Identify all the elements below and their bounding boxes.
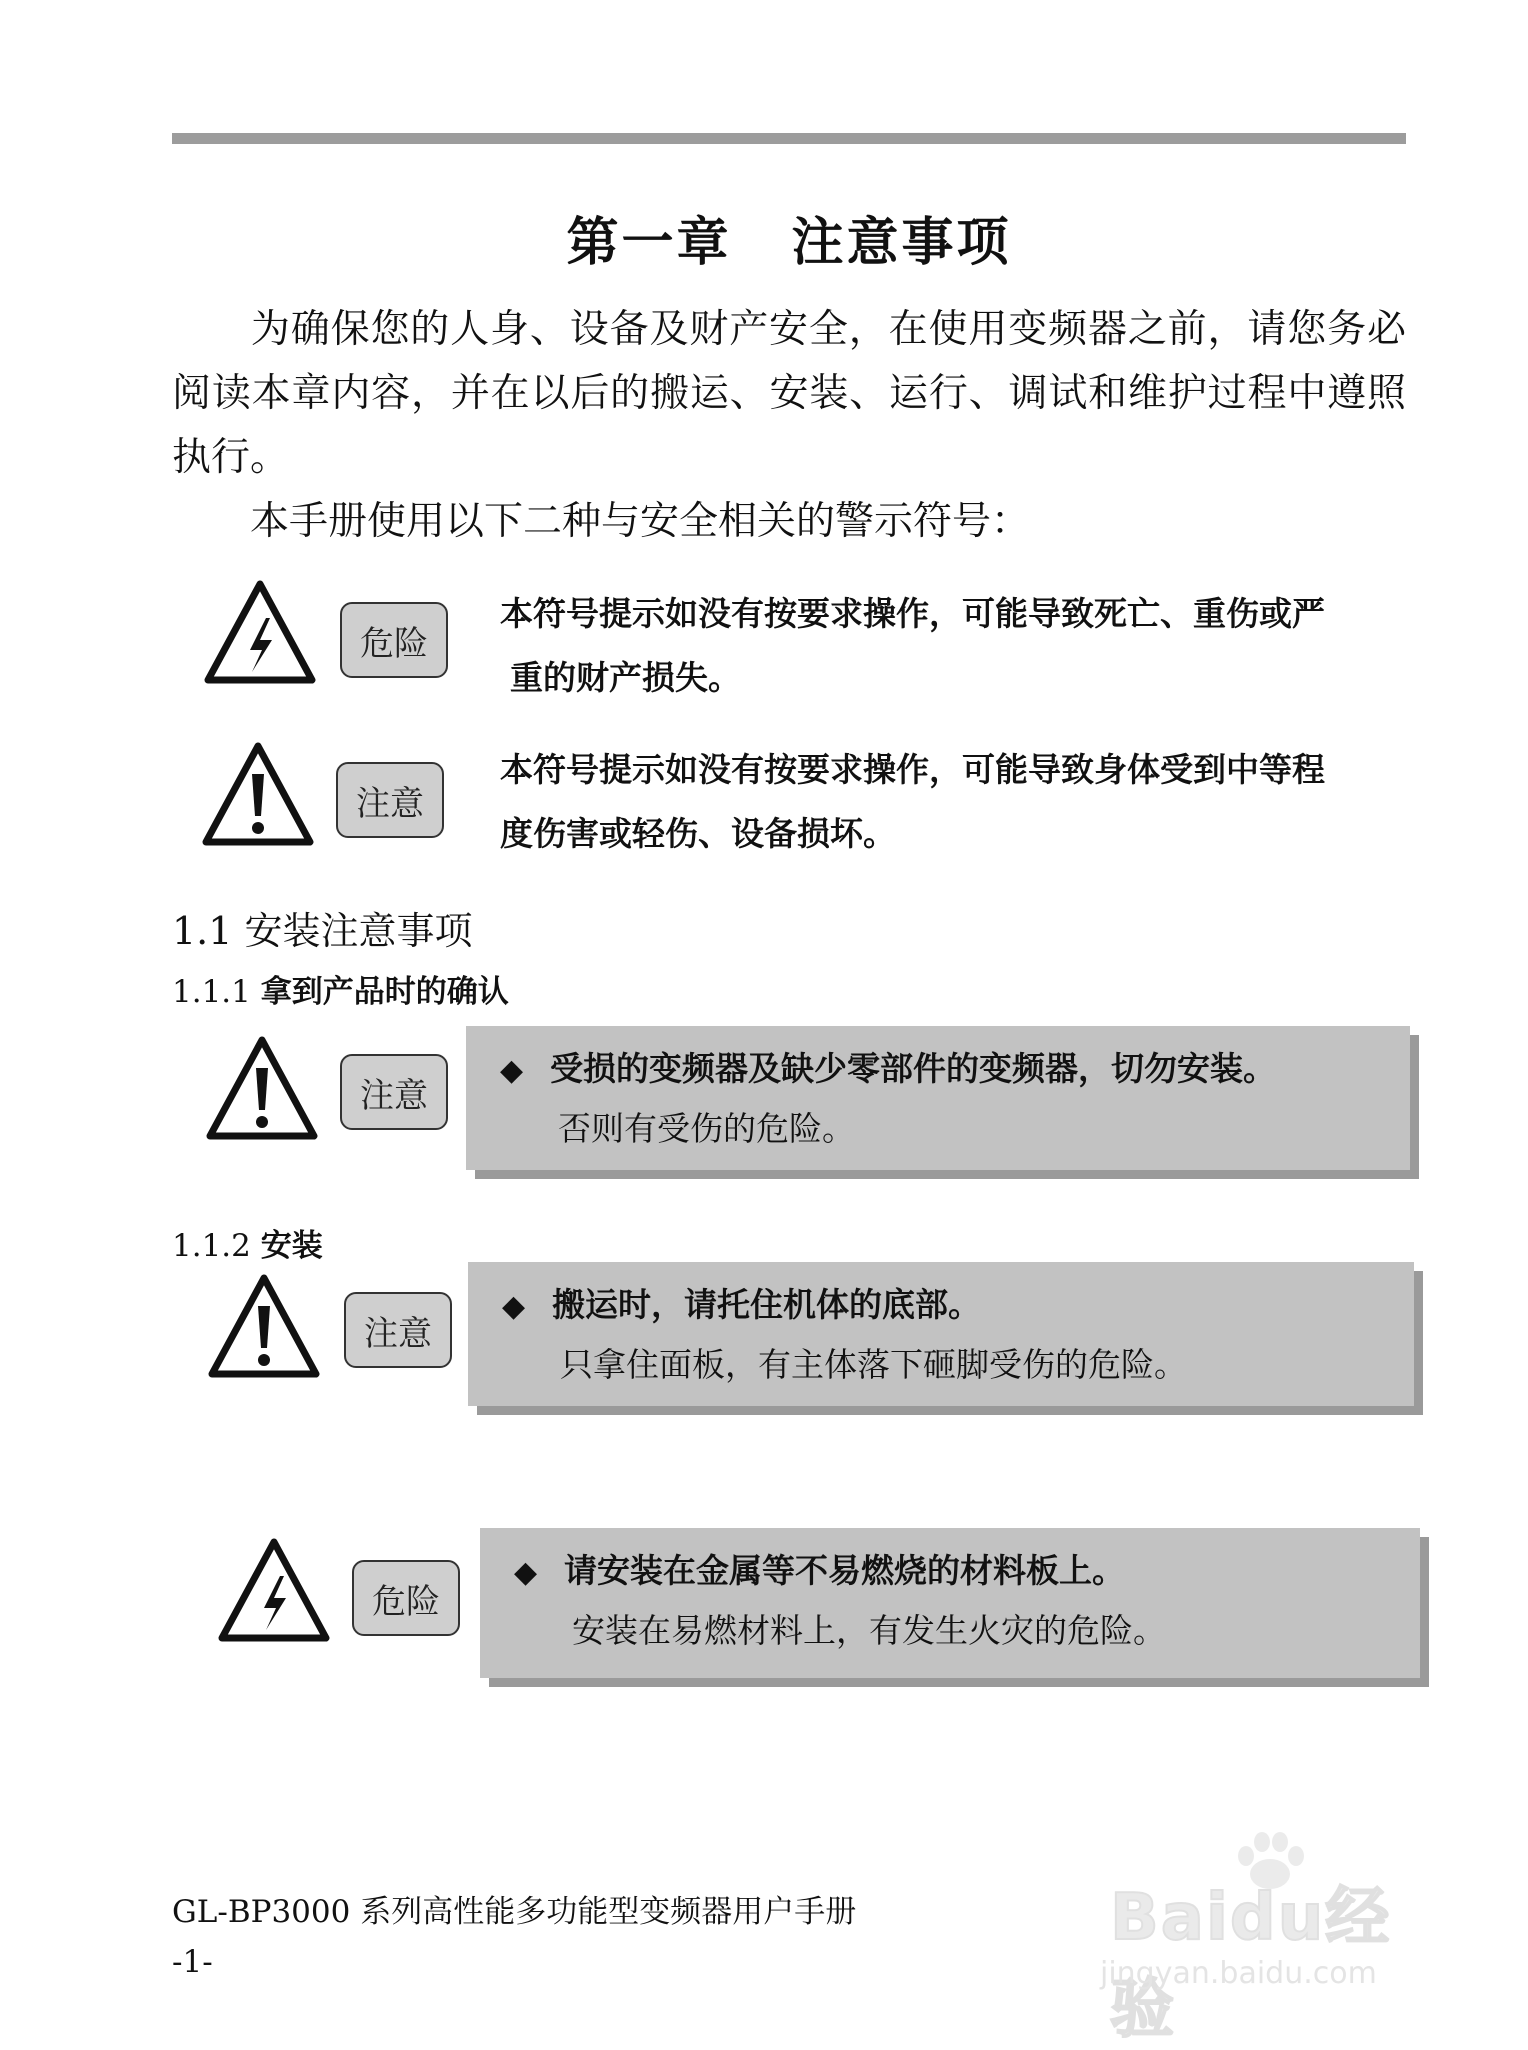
diamond-bullet-icon: ◆ <box>500 1053 524 1088</box>
subsection-heading-2: 1.1.2 安装 <box>172 1228 323 1264</box>
exclamation-warning-icon <box>206 1272 322 1380</box>
exclamation-warning-icon <box>200 740 316 848</box>
high-voltage-warning-icon <box>202 578 318 686</box>
subsection-heading-1: 1.1.1 拿到产品时的确认 <box>172 974 509 1010</box>
high-voltage-warning-icon <box>216 1536 332 1644</box>
section-heading: 1.1 安装注意事项 <box>172 909 473 953</box>
notice-box: ◆ 受损的变频器及缺少零部件的变频器，切勿安装。 否则有受伤的危险。 <box>466 1026 1410 1170</box>
danger-description: 本符号提示如没有按要求操作，可能导致死亡、重伤或严 重的财产损失。 <box>500 594 1325 697</box>
notice-box: ◆ 搬运时，请托住机体的底部。 只拿住面板，有主体落下砸脚受伤的危险。 <box>468 1262 1414 1406</box>
chapter-number: 第一章 <box>566 213 732 273</box>
danger-badge: 危险 <box>352 1560 460 1636</box>
footer-manual-title: GL-BP3000 系列高性能多功能型变频器用户手册 <box>172 1894 857 1930</box>
watermark-brand: Baidu经验 <box>1110 1881 1392 2047</box>
caution-badge: 注意 <box>336 762 444 838</box>
notice-box: ◆ 请安装在金属等不易燃烧的材料板上。 安装在易燃材料上，有发生火灾的危险。 <box>480 1528 1420 1678</box>
caution-description: 本符号提示如没有按要求操作，可能导致身体受到中等程 度伤害或轻伤、设备损坏。 <box>500 750 1325 853</box>
watermark-url: jingyan.baidu.com <box>1100 1956 1377 1991</box>
caution-badge: 注意 <box>344 1292 452 1368</box>
top-rule <box>172 133 1406 144</box>
diamond-bullet-icon: ◆ <box>514 1555 538 1590</box>
page-title <box>172 200 1406 275</box>
exclamation-warning-icon <box>204 1034 320 1142</box>
caution-badge: 注意 <box>340 1054 448 1130</box>
symbols-intro: 本手册使用以下二种与安全相关的警示符号： <box>250 499 1031 544</box>
chapter-title: 注意事项 <box>791 213 1012 273</box>
watermark <box>1050 1836 1450 2047</box>
danger-badge: 危险 <box>340 602 448 678</box>
intro-paragraph: 为确保您的人身、设备及财产安全，在使用变频器之前，请您务必阅读本章内容，并在以后的搬运、安装、运行、调试和维护过程中遵照执行。 <box>172 307 1406 480</box>
footer-page-number: -1- <box>172 1944 213 1980</box>
diamond-bullet-icon: ◆ <box>502 1289 526 1324</box>
